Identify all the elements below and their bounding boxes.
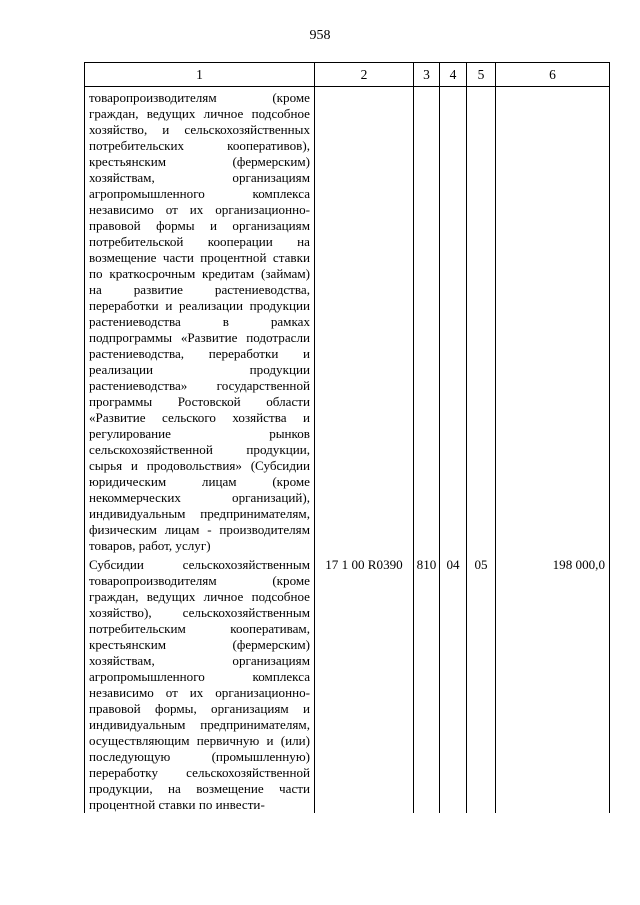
table-row [85, 87, 610, 555]
row-description [85, 554, 315, 813]
budget-table [84, 62, 610, 813]
row-col3 [414, 87, 440, 555]
row-description [85, 87, 315, 555]
row-amount: 198 000,0 [496, 554, 610, 813]
description-text: Субсидии сельскохозяйственным товаропроизводителям (кроме граждан, ведущих личное подсобное хозяйство), сельскохозяйственным потребительским кооперативам, крестьянским (фермерским) хозяйствам, организациям агропромышленного комплекса независимо от их организационно-правовой формы, организациям и индивидуальным предпринимателям, осуществляющим первичную и (или) последующую (промышленную) переработку сельскохозяйственной продукции, на возмещение части процентной ставки по инвести- [89, 557, 310, 812]
column-header-5: 5 [467, 63, 496, 87]
column-header-2: 2 [315, 63, 414, 87]
row-col5 [467, 87, 496, 555]
page-number: 958 [309, 28, 331, 43]
column-header-1: 1 [85, 63, 315, 87]
row-col4: 04 [440, 554, 467, 813]
row-col3: 810 [414, 554, 440, 813]
row-code [315, 87, 414, 555]
row-code: 17 1 00 R0390 [315, 554, 414, 813]
table-row [85, 554, 610, 813]
row-amount [496, 87, 610, 555]
description-text: товаропроизводителям (кроме граждан, ведущих личное подсобное хозяйство, и сельскохозяйственных потребительских кооперативов), крестьянским (фермерским) хозяйствам, организациям агропромышленного комплекса независимо от их организационно-правовой формы и организациям потребительской кооперации на возмещение части процентной ставки по краткосрочным кредитам (займам) на развитие растениеводства, переработки и реализации продукции растениеводства в рамках подпрограммы «Развитие подотрасли растениеводства, переработки и реализации продукции растениеводства» государственной программы Ростовской области «Развитие сельского хозяйства и регулирование рынков сельскохозяйственной продукции, сырья и продовольствия» (Субсидии юридическим лицам (кроме некоммерческих организаций), индивидуальным предпринимателям, физическим лицам - производителям товаров, работ, услуг) [89, 90, 310, 553]
table-header-row [85, 63, 610, 87]
row-col5: 05 [467, 554, 496, 813]
column-header-6: 6 [496, 63, 610, 87]
column-header-3: 3 [414, 63, 440, 87]
row-col4 [440, 87, 467, 555]
column-header-4: 4 [440, 63, 467, 87]
